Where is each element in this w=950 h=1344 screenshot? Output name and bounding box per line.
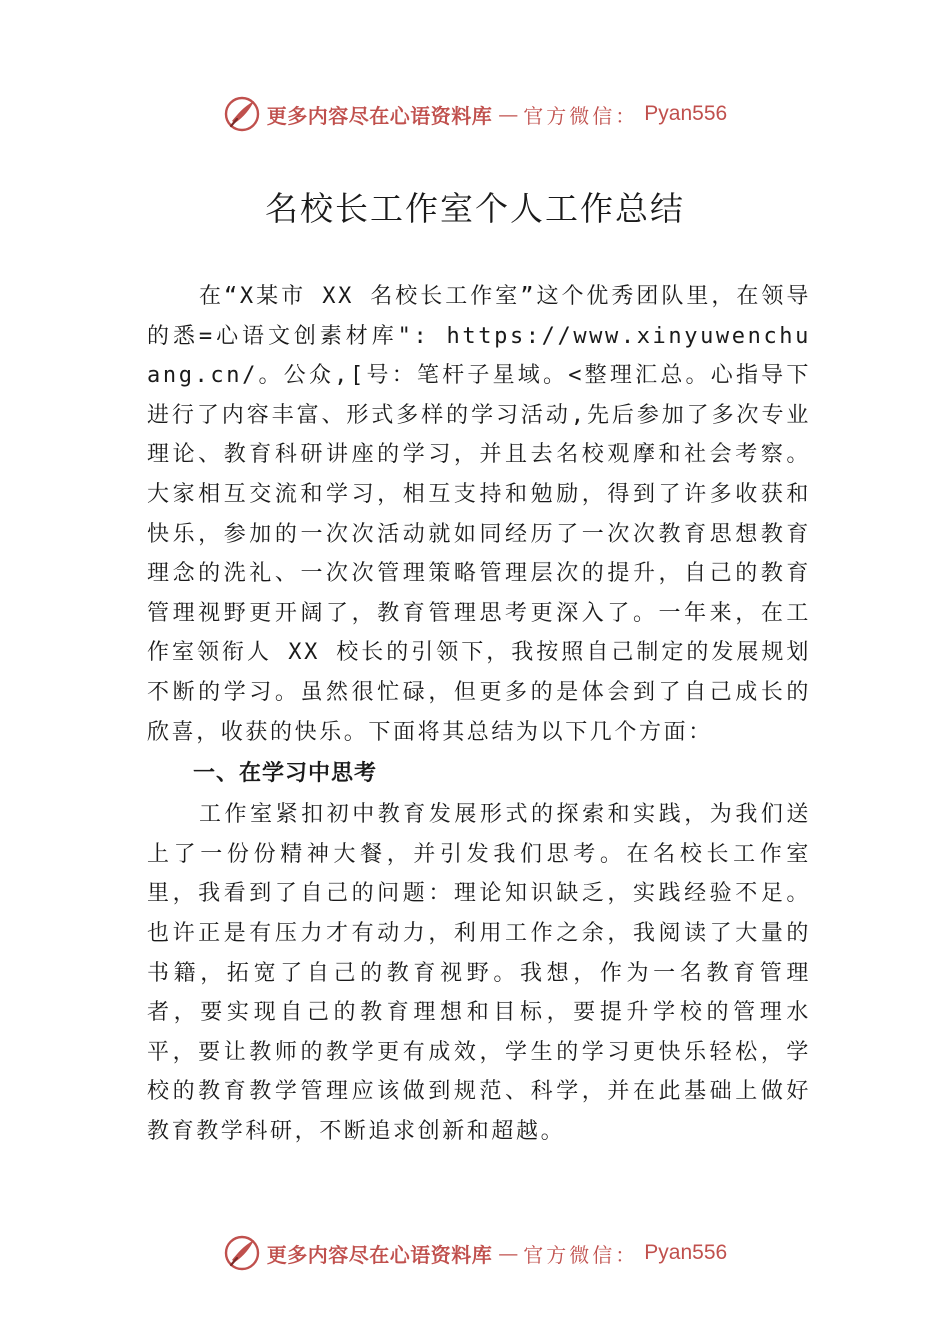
section-paragraph: 工作室紧扣初中教育发展形式的探索和实践，为我们送上了一份份精神大餐，并引发我们思考。在名校长工作室里，我看到了自己的问题：理论知识缺乏，实践经验不足。也许正是有压力才有动力，利用工作之余，我阅读了大量的书籍，拓宽了自己的教育视野。我想，作为一名教育管理者，要实现自己的教育理想和目标，要提升学校的管理水平，要让教师的教学更有成效，学生的学习更快乐轻松，学校的教育教学管理应该做到规范、科学，并在此基础上做好教育教学科研，不断追求创新和超越。 — [147, 802, 811, 1144]
intro-paragraph: 在“X某市 XX 名校长工作室”这个优秀团队里，在领导的悉=心语文创素材库": https://www.xinyuwenchuang.cn/。公众,[号：笔杆子星域。<整理汇总。心指导下进行了内容丰富、形式多样的学习活动,先后参加了多次专业理论、教育科研讲座的学习，并且去名校观摩和社会考察。大家相互交流和学习，相互支持和勉励，得到了许多收获和快乐，参加的一次次活动就如同经历了一次次教育思想教育理念的洗礼、一次次管理策略管理层次的提升，自己的教育管理视野更开阔了，教育管理思考更深入了。一年来，在工作室领衔人 XX 校长的引领下，我按照自己制定的发展规划不断的学习。虽然很忙碌，但更多的是体会到了自己成长的欣喜，收获的快乐。下面将其总结为以下几个方面： — [147, 284, 811, 745]
banner-separator: — — [498, 102, 518, 126]
banner-wechat-id: Pyan556 — [644, 102, 728, 125]
quill-logo-icon — [223, 95, 261, 133]
banner-wechat-label: 官方微信： — [523, 103, 639, 128]
banner-slogan: 更多内容尽在心语资料库 — [266, 103, 493, 128]
banner-separator: — — [498, 1241, 518, 1265]
document-title: 名校长工作室个人工作总结 — [265, 189, 685, 228]
banner-wechat-id: Pyan556 — [644, 1241, 728, 1264]
footer-banner — [0, 1231, 950, 1275]
banner-slogan: 更多内容尽在心语资料库 — [266, 1242, 493, 1267]
banner-wechat-label: 官方微信： — [523, 1242, 639, 1267]
document-body — [147, 277, 811, 1151]
section-heading: 一、在学习中思考 — [193, 761, 378, 787]
header-banner — [0, 92, 950, 136]
quill-logo-icon — [223, 1234, 261, 1272]
